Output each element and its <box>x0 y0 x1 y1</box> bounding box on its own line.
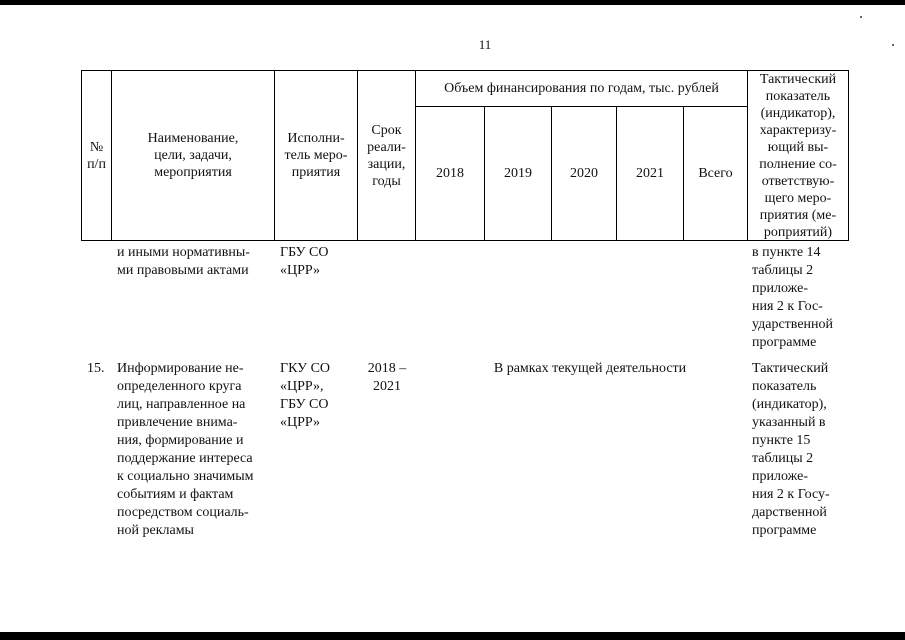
header-total: Всего <box>698 166 733 181</box>
scan-bottom-border <box>0 632 905 640</box>
row-num: 15. <box>87 361 105 376</box>
row-executor: ГБУ СО «ЦРР» <box>280 245 329 278</box>
page-number: 11 <box>478 37 492 52</box>
header-year-2020: 2020 <box>570 166 598 181</box>
row-indicator: Тактический показатель (индикатор), указанный в пункте 15 таблицы 2 приложе- ния 2 к Госу- дарственной программе <box>752 361 830 538</box>
header-year-2018: 2018 <box>436 166 464 181</box>
row-term: 2018 – 2021 <box>367 361 407 394</box>
header-num: № п/п <box>87 139 106 172</box>
table-header <box>81 70 849 241</box>
header-funding-group: Объем финансирования по годам, тыс. рублей <box>444 81 719 96</box>
row-funding: В рамках текущей деятельности <box>493 361 687 376</box>
row-name: и иными нормативны- ми правовыми актами <box>117 245 250 278</box>
scan-speck <box>860 16 862 18</box>
header-indicator: Тактический показатель (индикатор), характеризу- ющий вы- полнение со- ответствую- щего меро- приятия (ме- роприятий) <box>759 71 837 240</box>
header-term: Срок реали- зации, годы <box>367 122 406 189</box>
row-executor: ГКУ СО «ЦРР», ГБУ СО «ЦРР» <box>280 361 331 430</box>
row-name: Информирование не- определенного круга лиц, направленное на привлечение внима- ния, формирование и поддержание интереса к социально значимым событиям и фактам посредством социаль- ной рекламы <box>117 361 254 538</box>
header-executor: Исполни- тель меро- приятия <box>284 131 348 180</box>
header-year-2019: 2019 <box>504 166 532 181</box>
header-name: Наименование, цели, задачи, мероприятия <box>147 131 239 180</box>
scan-speck <box>892 44 894 46</box>
row-indicator: в пункте 14 таблицы 2 приложе- ния 2 к Гос- ударственной программе <box>752 245 834 350</box>
scan-top-border <box>0 0 905 5</box>
header-year-2021: 2021 <box>636 166 664 181</box>
